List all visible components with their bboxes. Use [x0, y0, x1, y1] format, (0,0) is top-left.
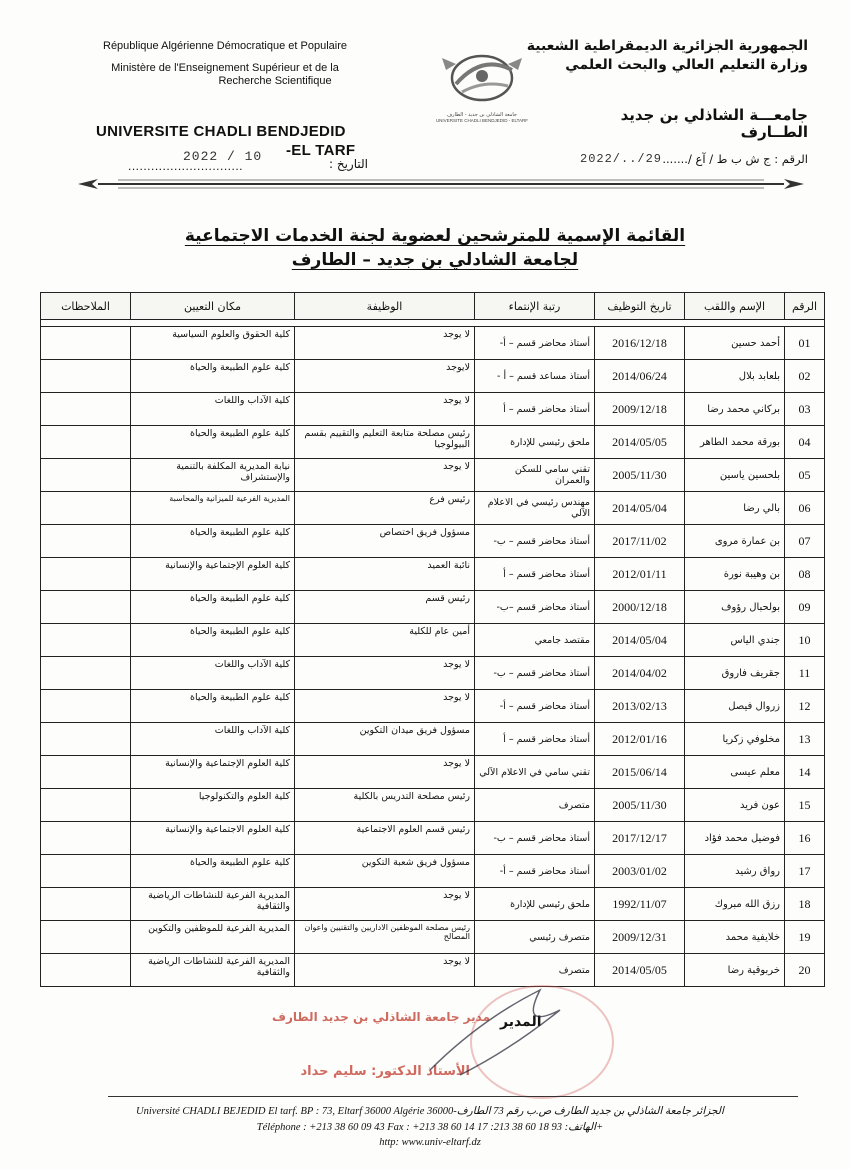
cell-job: لا يوجد — [295, 954, 475, 987]
date-field — [128, 151, 368, 175]
cell-notes — [41, 360, 131, 393]
cell-name: خربوقية رضا — [685, 954, 785, 987]
cell-number: 07 — [785, 525, 825, 558]
republic-ar-line: الجمهورية الجزائرية الديمقراطية الشعبية — [526, 38, 808, 54]
reference-label-ar: الرقم : ج ش ب ط / آع /....... — [662, 152, 808, 166]
cell-name: عون فريد — [685, 789, 785, 822]
cell-name: أحمد حسين — [685, 327, 785, 360]
cell-name: معلم عيسى — [685, 756, 785, 789]
table-row — [41, 723, 825, 756]
cell-rank: أستاذ مساعد قسم – أ - — [475, 360, 595, 393]
cell-notes — [41, 756, 131, 789]
footer-address: Université CHADLI BEJEDID El tarf. BP : 73, Eltarf 36000 Algérie 36000-الجزائر جامعة الشاذلي بن جديد الطارف ص.ب رقم 73 الطارف — [136, 1106, 724, 1117]
cell-place: كلية علوم الطبيعة والحياة — [131, 591, 295, 624]
cell-hire-date: 2014/05/05 — [595, 954, 685, 987]
cell-rank: ملحق رئيسي للإدارة — [475, 888, 595, 921]
cell-rank: متصرف — [475, 954, 595, 987]
cell-hire-date: 2000/12/18 — [595, 591, 685, 624]
document-title-line1: القائمة الإسمية للمترشحين لعضوية لجنة الخدمات الاجتماعية — [184, 226, 686, 246]
cell-place: المديرية الفرعية للموظفين والتكوين — [131, 921, 295, 954]
cell-rank: ملحق رئيسي للإدارة — [475, 426, 595, 459]
cell-rank: أستاذ محاضر قسم – ب- — [475, 822, 595, 855]
cell-name: رواق رشيد — [685, 855, 785, 888]
header-ar-block — [500, 38, 808, 74]
cell-job: رئيس فرع — [295, 492, 475, 525]
reference-date: 2022/../29 — [580, 152, 663, 166]
logo-emblem-icon — [432, 44, 532, 108]
cell-notes — [41, 327, 131, 360]
cell-hire-date: 2012/01/16 — [595, 723, 685, 756]
cell-number: 05 — [785, 459, 825, 492]
cell-rank: أستاذ محاضر قسم – ب- — [475, 525, 595, 558]
cell-place: كلية العلوم الإجتماعية والإنسانية — [131, 558, 295, 591]
cell-name: بورقة محمد الطاهر — [685, 426, 785, 459]
director-label: المدير — [500, 1014, 542, 1030]
cell-place: كلية الآداب واللغات — [131, 723, 295, 756]
director-signature-line2: الأستاذ الدكتور: سليم حداد — [300, 1064, 470, 1079]
cell-name: بن عمارة مروى — [685, 525, 785, 558]
table-row — [41, 327, 825, 360]
table-spacer-row — [41, 320, 825, 327]
table-row — [41, 558, 825, 591]
cell-hire-date: 2014/06/24 — [595, 360, 685, 393]
cell-hire-date: 2013/02/13 — [595, 690, 685, 723]
date-handwritten: 2022 / 10 — [183, 149, 263, 164]
col-header-name: الإسم واللقب — [685, 293, 785, 320]
cell-job: رئيس قسم العلوم الاجتماعية — [295, 822, 475, 855]
cell-rank: مهندس رئيسي في الاعلام الآلي — [475, 492, 595, 525]
cell-number: 17 — [785, 855, 825, 888]
cell-number: 14 — [785, 756, 825, 789]
cell-number: 02 — [785, 360, 825, 393]
cell-place: كلية الحقوق والعلوم السياسية — [131, 327, 295, 360]
col-header-notes: الملاحظات — [41, 293, 131, 320]
cell-notes — [41, 690, 131, 723]
table-row — [41, 426, 825, 459]
cell-rank: متصرف رئيسي — [475, 921, 595, 954]
cell-notes — [41, 624, 131, 657]
cell-notes — [41, 492, 131, 525]
footer-phone: Téléphone : +213 38 60 09 43 Fax : +213 38 60 14 17 :الهاتف: 93 18 60 38 213+ — [256, 1122, 604, 1133]
cell-job: لا يوجد — [295, 888, 475, 921]
cell-number: 10 — [785, 624, 825, 657]
table-row — [41, 756, 825, 789]
cell-hire-date: 2015/06/14 — [595, 756, 685, 789]
footer-divider — [108, 1096, 798, 1097]
cell-hire-date: 2014/04/02 — [595, 657, 685, 690]
cell-name: بلحسين ياسين — [685, 459, 785, 492]
candidates-table — [40, 292, 825, 987]
cell-job: لا يوجد — [295, 756, 475, 789]
cell-number: 15 — [785, 789, 825, 822]
logo-caption-ar: جامعة الشاذلي بن جديد - الطارف — [446, 112, 517, 118]
col-header-rank: رتبة الإنتماء — [475, 293, 595, 320]
table-row — [41, 393, 825, 426]
cell-hire-date: 1992/11/07 — [595, 888, 685, 921]
cell-number: 09 — [785, 591, 825, 624]
cell-place: المديرية الفرعية للنشاطات الرياضية والثقافية — [131, 888, 295, 921]
cell-name: بركاني محمد رضا — [685, 393, 785, 426]
cell-hire-date: 2003/01/02 — [595, 855, 685, 888]
cell-job: مسؤول فريق ميدان التكوين — [295, 723, 475, 756]
cell-job: رئيس مصلحة الموظفين الاداريين والتقنيين واعوان المصالح — [295, 921, 475, 954]
cell-number: 04 — [785, 426, 825, 459]
cell-place: كلية العلوم الإجتماعية والإنسانية — [131, 756, 295, 789]
cell-rank: أستاذ محاضر قسم – ب- — [475, 657, 595, 690]
table-row — [41, 591, 825, 624]
cell-job: لا يوجد — [295, 327, 475, 360]
cell-place: المديرية الفرعية للنشاطات الرياضية والثقافية — [131, 954, 295, 987]
cell-hire-date: 2012/01/11 — [595, 558, 685, 591]
logo-caption-fr: UNIVERSITE CHADLI BENDJEDID - ELTARF — [435, 118, 529, 123]
document-title-line2: لجامعة الشادلي بن جديد – الطارف — [291, 250, 579, 270]
cell-hire-date: 2014/05/04 — [595, 624, 685, 657]
table-row — [41, 888, 825, 921]
cell-number: 19 — [785, 921, 825, 954]
cell-place: المديرية الفرعية للميزانية والمحاسبة — [131, 492, 295, 525]
cell-rank: متصرف — [475, 789, 595, 822]
cell-place: كلية الآداب واللغات — [131, 657, 295, 690]
cell-rank: أستاذ محاضر قسم –ب- — [475, 591, 595, 624]
cell-notes — [41, 855, 131, 888]
cell-name: بالي رضا — [685, 492, 785, 525]
table-row — [41, 657, 825, 690]
cell-hire-date: 2017/12/17 — [595, 822, 685, 855]
cell-job: رئيس قسم — [295, 591, 475, 624]
cell-name: بن وهيبة نورة — [685, 558, 785, 591]
cell-hire-date: 2005/11/30 — [595, 459, 685, 492]
cell-job: لا يوجد — [295, 690, 475, 723]
table-row — [41, 921, 825, 954]
cell-place: كلية علوم الطبيعة والحياة — [131, 360, 295, 393]
reference-field — [580, 150, 808, 172]
cell-rank: مقتصد جامعي — [475, 624, 595, 657]
cell-notes — [41, 888, 131, 921]
cell-job: مسؤول فريق شعبة التكوين — [295, 855, 475, 888]
table-row — [41, 624, 825, 657]
col-header-hire-date: تاريخ التوظيف — [595, 293, 685, 320]
cell-notes — [41, 657, 131, 690]
cell-place: كلية العلوم الاجتماعية والإنسانية — [131, 822, 295, 855]
cell-notes — [41, 723, 131, 756]
cell-hire-date: 2005/11/30 — [595, 789, 685, 822]
footer-website: http: www.univ-eltarf.dz — [379, 1137, 481, 1148]
ministry-ar-line: وزارة التعليم العالي والبحث العلمي — [565, 57, 808, 73]
cell-name: فوضيل محمد فؤاد — [685, 822, 785, 855]
cell-number: 13 — [785, 723, 825, 756]
cell-rank: أستاذ محاضر قسم – أ — [475, 558, 595, 591]
cell-notes — [41, 426, 131, 459]
director-signature-line1: مدير جامعة الشاذلي بن جديد الطارف — [272, 1010, 490, 1024]
table-row — [41, 492, 825, 525]
cell-job: لا يوجد — [295, 657, 475, 690]
table-row — [41, 855, 825, 888]
date-dots: .............................. — [128, 159, 244, 173]
table-row — [41, 459, 825, 492]
cell-number: 12 — [785, 690, 825, 723]
cell-hire-date: 2009/12/18 — [595, 393, 685, 426]
cell-name: جندي الياس — [685, 624, 785, 657]
cell-number: 08 — [785, 558, 825, 591]
university-ar-name: جامعـــة الشاذلي بن جديد الطــارف — [620, 106, 808, 141]
cell-number: 11 — [785, 657, 825, 690]
cell-place: كلية العلوم والتكنولوجيا — [131, 789, 295, 822]
cell-job: لا يوجد — [295, 459, 475, 492]
ministry-fr-line-1: Ministère de l'Enseignement Supérieur et de la — [111, 62, 339, 74]
cell-job: رئيس مصلحة متابعة التعليم والتقييم بقسم البيولوجيا — [295, 426, 475, 459]
signature-scribble-icon — [420, 980, 580, 1080]
cell-rank: أستاذ محاضر قسم – أ- — [475, 690, 595, 723]
cell-place: كلية علوم الطبيعة والحياة — [131, 525, 295, 558]
cell-name: خلايفية محمد — [685, 921, 785, 954]
cell-notes — [41, 393, 131, 426]
header-divider-ornament — [78, 176, 804, 192]
cell-hire-date: 2014/05/05 — [595, 426, 685, 459]
cell-rank: أستاذ محاضر قسم – أ- — [475, 327, 595, 360]
col-header-place: مكان التعيين — [131, 293, 295, 320]
cell-notes — [41, 822, 131, 855]
cell-rank: أستاذ محاضر قسم – أ — [475, 723, 595, 756]
cell-place: كلية علوم الطبيعة والحياة — [131, 624, 295, 657]
republic-fr-line: République Algérienne Démocratique et Populaire — [103, 40, 347, 52]
cell-number: 16 — [785, 822, 825, 855]
header-fr-block — [80, 40, 370, 88]
cell-job: نائبة العميد — [295, 558, 475, 591]
cell-hire-date: 2017/11/02 — [595, 525, 685, 558]
cell-number: 01 — [785, 327, 825, 360]
table-row — [41, 822, 825, 855]
table-row — [41, 525, 825, 558]
ministry-fr-line-2: Recherche Scientifique — [218, 75, 332, 87]
cell-name: مخلوفي زكريا — [685, 723, 785, 756]
col-header-job: الوظيفة — [295, 293, 475, 320]
cell-notes — [41, 789, 131, 822]
cell-hire-date: 2016/12/18 — [595, 327, 685, 360]
date-label-ar: التاريخ : — [328, 157, 368, 171]
cell-name: زروال فيصل — [685, 690, 785, 723]
cell-place: كلية علوم الطبيعة والحياة — [131, 855, 295, 888]
cell-name: بولحبال رؤوف — [685, 591, 785, 624]
cell-number: 06 — [785, 492, 825, 525]
cell-number: 20 — [785, 954, 825, 987]
cell-job: لايوجد — [295, 360, 475, 393]
cell-rank: تقني سامي في الاعلام الآلي — [475, 756, 595, 789]
cell-job: لا يوجد — [295, 393, 475, 426]
cell-job: أمين عام للكلية — [295, 624, 475, 657]
university-fr-city: -EL TARF — [286, 142, 356, 159]
table-row — [41, 360, 825, 393]
cell-name: رزق الله مبروك — [685, 888, 785, 921]
cell-number: 03 — [785, 393, 825, 426]
col-header-number: الرقم — [785, 293, 825, 320]
university-fr-name: UNIVERSITE CHADLI BENDJEDID — [96, 123, 346, 140]
table-header-row — [41, 293, 825, 320]
cell-job: رئيس مصلحة التدريس بالكلية — [295, 789, 475, 822]
university-logo — [432, 44, 532, 123]
cell-notes — [41, 921, 131, 954]
cell-name: بلعابد بلال — [685, 360, 785, 393]
cell-hire-date: 2014/05/04 — [595, 492, 685, 525]
cell-rank: تقني سامي للسكن والعمران — [475, 459, 595, 492]
cell-place: كلية علوم الطبيعة والحياة — [131, 426, 295, 459]
cell-rank: أستاذ محاضر قسم – أ- — [475, 855, 595, 888]
table-row — [41, 789, 825, 822]
cell-rank: أستاذ محاضر قسم – أ — [475, 393, 595, 426]
cell-notes — [41, 525, 131, 558]
cell-place: كلية الآداب واللغات — [131, 393, 295, 426]
cell-notes — [41, 954, 131, 987]
cell-job: مسؤول فريق اختصاص — [295, 525, 475, 558]
table-row — [41, 690, 825, 723]
cell-place: نيابة المديرية المكلفة بالتنمية والإستشراف — [131, 459, 295, 492]
cell-hire-date: 2009/12/31 — [595, 921, 685, 954]
cell-notes — [41, 591, 131, 624]
cell-place: كلية علوم الطبيعة والحياة — [131, 690, 295, 723]
cell-notes — [41, 558, 131, 591]
cell-notes — [41, 459, 131, 492]
cell-name: جقريف فاروق — [685, 657, 785, 690]
cell-number: 18 — [785, 888, 825, 921]
